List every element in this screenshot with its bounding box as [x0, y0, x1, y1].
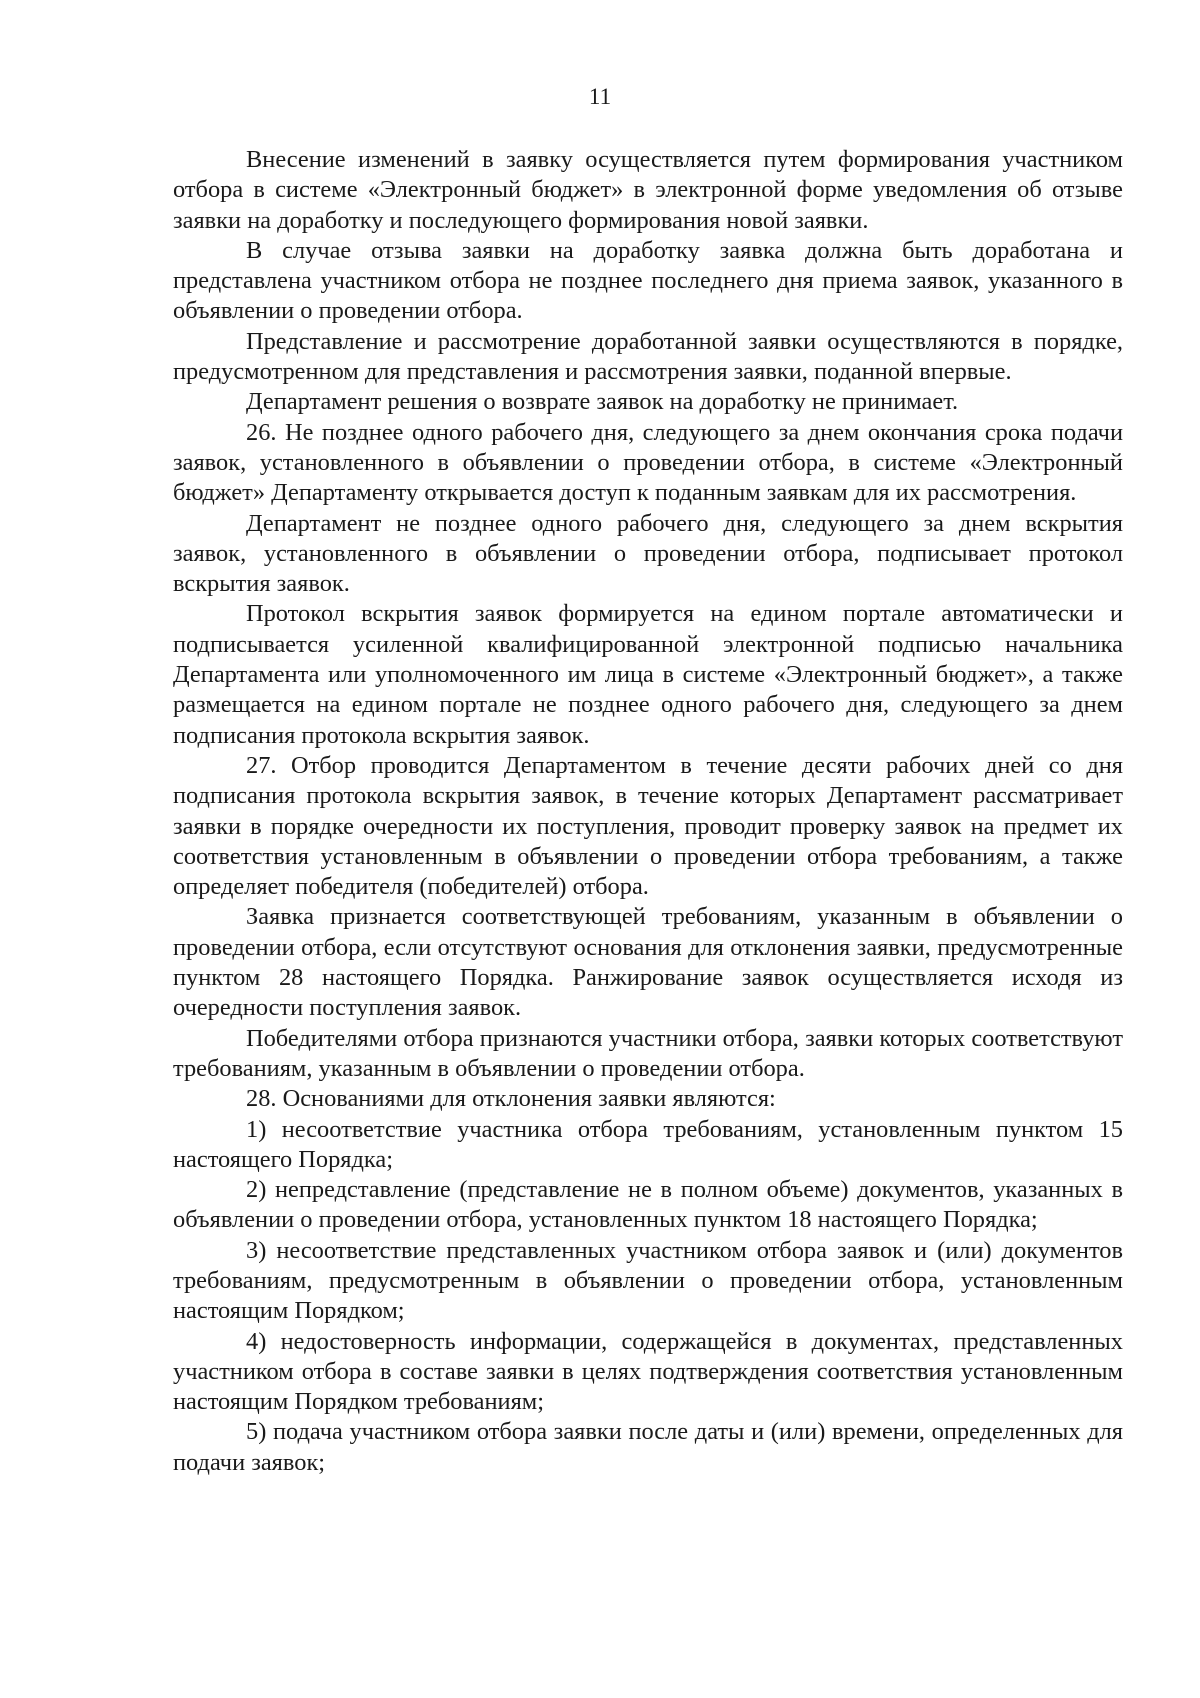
list-item-28-5: 5) подача участником отбора заявки после даты и (или) времени, определенных для подачи заявок;: [173, 1418, 1123, 1476]
list-item-28-3: 3) несоответствие представленных участником отбора заявок и (или) документов требованиям, предусмотренным в объявлении о проведении отбора, установленным настоящим Порядком;: [173, 1236, 1123, 1325]
paragraph-item-27: 27. Отбор проводится Департаментом в течение десяти рабочих дней со дня подписания протокола вскрытия заявок, в течение которых Департамент рассматривает заявки в порядке очередности их поступления, проводит проверку заявок на предмет их соответствия установленным в объявлении о проведении отбора требованиям, а также определяет победителя (победителей) отбора.: [173, 751, 1123, 901]
list-item-28-2: 2) непредставление (представление не в полном объеме) документов, указанных в объявлении о проведении отбора, установленных пунктом 18 настоящего Порядка;: [173, 1176, 1123, 1234]
paragraph-item-28: 28. Основаниями для отклонения заявки являются:: [246, 1085, 776, 1113]
paragraph-amendment: Внесение изменений в заявку осуществляется путем формирования участником отбора в системе «Электронный бюджет» в электронной форме уведомления об отзыве заявки на доработку и последующего формирования новой заявки.: [173, 146, 1123, 234]
paragraph-no-return-decision: Департамент решения о возврате заявок на доработку не принимает.: [246, 388, 959, 416]
paragraph-withdrawal: В случае отзыва заявки на доработку заявка должна быть доработана и представлена участником отбора не позднее последнего дня приема заявок, указанного в объявлении о проведении отбора.: [173, 236, 1123, 325]
paragraph-opening-protocol-formation: Протокол вскрытия заявок формируется на едином портале автоматически и подписывается усиленной квалифицированной электронной подписью начальника Департамента или уполномоченного им лица в системе «Электронный бюджет», а также размещается на едином портале не позднее одного рабочего дня, следующего за днем подписания протокола вскрытия заявок.: [173, 600, 1123, 749]
paragraph-opening-protocol-signing: Департамент не позднее одного рабочего дня, следующего за днем вскрытия заявок, установленного в объявлении о проведении отбора, подписывает протокол вскрытия заявок.: [173, 509, 1123, 598]
list-item-28-1: 1) несоответствие участника отбора требованиям, установленным пунктом 15 настоящего Порядка;: [173, 1115, 1123, 1173]
page-number: 11: [588, 84, 612, 109]
document-body: [173, 145, 1123, 1478]
list-item-28-4: 4) недостоверность информации, содержащейся в документах, представленных участником отбора в составе заявки в целях подтверждения соответствия установленным настоящим Порядком требованиям;: [173, 1327, 1123, 1416]
paragraph-winners: Победителями отбора признаются участники отбора, заявки которых соответствуют требованиям, указанным в объявлении о проведении отбора.: [173, 1024, 1123, 1082]
paragraph-review-procedure: Представление и рассмотрение доработанной заявки осуществляются в порядке, предусмотренном для представления и рассмотрения заявки, поданной впервые.: [173, 327, 1123, 386]
paragraph-application-compliance: Заявка признается соответствующей требованиям, указанным в объявлении о проведении отбора, если отсутствуют основания для отклонения заявки, предусмотренные пунктом 28 настоящего Порядка. Ранжирование заявок осуществляется исходя из очередности поступления заявок.: [173, 903, 1123, 1022]
paragraph-item-26: 26. Не позднее одного рабочего дня, следующего за днем окончания срока подачи заявок, установленного в объявлении о проведении отбора, в системе «Электронный бюджет» Департаменту открывается доступ к поданным заявкам для их рассмотрения.: [173, 418, 1123, 507]
